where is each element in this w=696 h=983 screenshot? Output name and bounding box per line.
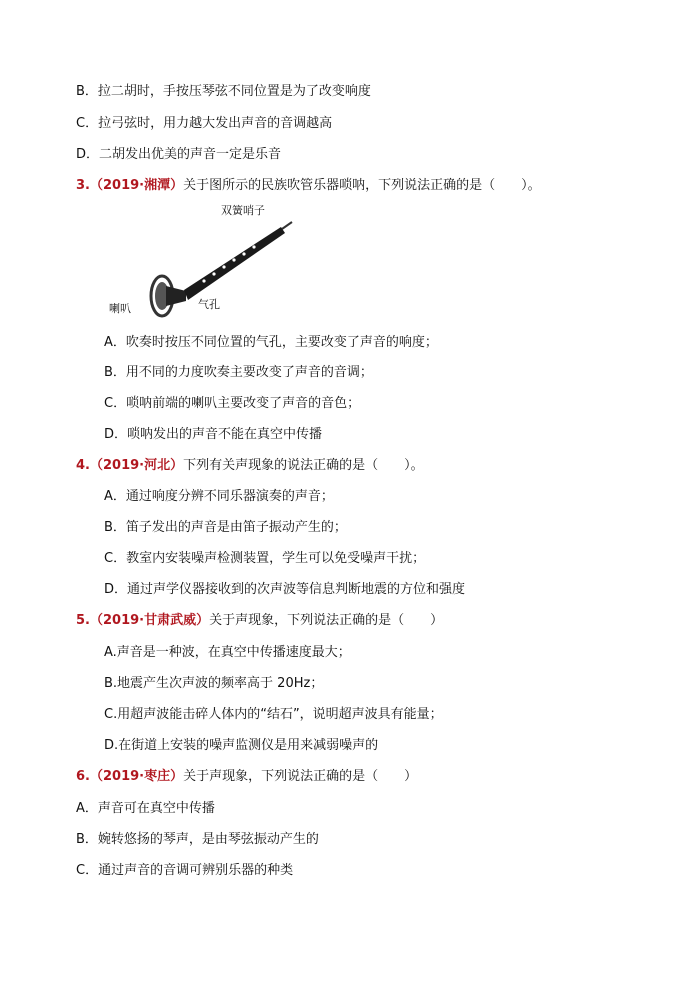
question-number: 5. [76,613,90,628]
reed-label: 双簧哨子 [221,204,265,217]
suona-body [184,227,285,300]
bell-label: 喇叭 [109,302,131,315]
option-line: A．通过响度分辨不同乐器演奏的声音； [104,489,334,504]
option-line: C.用超声波能击碎人体内的“结石”，说明超声波具有能量； [104,707,443,722]
option-line: B．用不同的力度吹奏主要改变了声音的音调； [104,365,373,380]
reed-tip [282,222,292,229]
option-line: C．唢呐前端的喇叭主要改变了声音的音色； [104,396,361,411]
option-line: B．拉二胡时，手按压琴弦不同位置是为了改变响度 [76,84,371,99]
question-6-stem-line [76,768,417,786]
suona-figure [106,200,296,325]
option-line: D．二胡发出优美的声音一定是乐音 [76,147,282,162]
bell-flare [166,286,186,306]
option-line: C．拉弓弦时，用力越大发出声音的音调越高 [76,116,333,131]
question-3-stem-line [76,177,541,195]
option-line: D．通过声学仪器接收到的次声波等信息判断地震的方位和强度 [104,582,466,597]
option-line: A．声音可在真空中传播 [76,801,215,816]
question-stem: 关于声现象，下列说法正确的是（ ） [183,769,418,784]
option-line: B.地震产生次声波的频率高于 20Hz； [104,676,324,691]
question-stem: 关于声现象，下列说法正确的是（ ） [209,613,444,628]
question-5-stem-line [76,612,443,630]
question-source: （2019·河北） [89,458,184,473]
option-line: B．婉转悠扬的琴声，是由琴弦振动产生的 [76,832,319,847]
question-source: （2019·枣庄） [89,769,184,784]
question-number: 4. [76,458,90,473]
question-stem: 下列有关声现象的说法正确的是（ ）。 [183,458,424,473]
option-line: D．唢呐发出的声音不能在真空中传播 [104,427,323,442]
question-number: 6. [76,769,90,784]
question-4-stem-line [76,457,424,475]
option-line: B．笛子发出的声音是由笛子振动产生的； [104,520,347,535]
question-source: （2019·湘潭） [89,178,184,193]
question-source: （2019·甘肃武威） [89,613,210,628]
option-line: A．吹奏时按压不同位置的气孔，主要改变了声音的响度； [104,335,438,350]
question-number: 3. [76,178,90,193]
option-line: D.在街道上安装的噪声监测仪是用来减弱噪声的 [104,738,379,753]
question-stem: 关于图所示的民族吹管乐器唢呐，下列说法正确的是（ ）。 [183,178,541,193]
option-line: C．通过声音的音调可辨别乐器的种类 [76,863,294,878]
option-line: A.声音是一种波，在真空中传播速度最大； [104,645,351,660]
hole-label: 气孔 [198,298,220,311]
option-line: C．教室内安装噪声检测装置，学生可以免受噪声干扰； [104,551,426,566]
